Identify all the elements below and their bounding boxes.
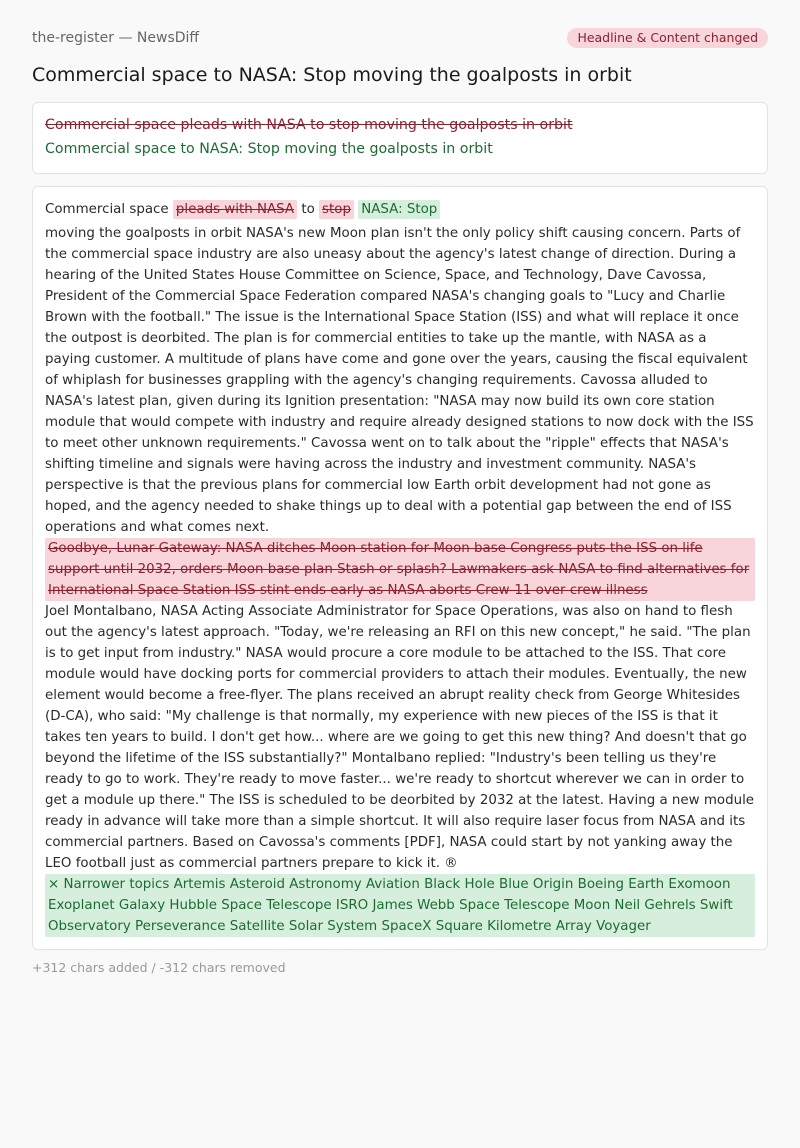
source-label: the-register — NewsDiff [32, 30, 200, 46]
removed-block: Goodbye, Lunar Gateway: NASA ditches Moon station for Moon base Congress puts the ISS on life support until 2032, orders Moon base plan Stash or splash? Lawmakers ask NASA to find alternatives for International Space Station ISS stint ends early as NASA aborts Crew-11 over crew illness [45, 538, 755, 601]
diff-stats: +312 chars added / -312 chars removed [32, 960, 286, 975]
headline-diff-card [32, 102, 768, 174]
content-diff-card [32, 186, 768, 950]
added-text: NASA: Stop [358, 200, 440, 219]
unchanged-text: Commercial space [45, 202, 169, 217]
status-badge: Headline & Content changed [567, 28, 768, 48]
unchanged-paragraph: Joel Montalbano, NASA Acting Associate Administrator for Space Operations, was also on hand to flesh out the agency's latest approach. "Today, we're releasing an RFI on this new concept," he said. "The plan is to get input from industry." NASA would procure a core module to be attached to the ISS. That core module would have docking ports for commercial providers to attach their modules. Eventually, the new element would become a free-flyer. The plans received an abrupt reality check from George Whitesides (D-CA), who said: "My challenge is that normally, my experience with new pieces of the ISS is that it takes ten years to build. I don't get how... where are we going to get this new thing? And doesn't that go beyond the lifetime of the ISS substantially?" Montalbano replied: "Industry's been telling us they're ready to go to work. They're ready to move faster... we're ready to shortcut wherever we can in order to get a module up there." The ISS is scheduled to be deorbited by 2032 at the latest. Having a new module ready in advance will take more than a simple shortcut. It will also require laser focus from NASA and its commercial partners. Based on Cavossa's comments [PDF], NASA could start by not yanking away the LEO football just as commercial partners prepare to kick it. ® [45, 604, 755, 871]
removed-text: stop [319, 200, 354, 219]
unchanged-paragraph: moving the goalposts in orbit NASA's new Moon plan isn't the only policy shift causing concern. Parts of the commercial space industry are also uneasy about the agency's latest change of direction. During a hearing of the United States House Committee on Science, Space, and Technology, Dave Cavossa, President of the Commercial Space Federation compared NASA's changing goals to "Lucy and Charlie Brown with the football." The issue is the International Space Station (ISS) and what will replace it once the outpost is deorbited. The plan is for commercial entities to take up the mantle, with NASA as a paying customer. A multitude of plans have come and gone over the years, causing the fiscal equivalent of whiplash for businesses grappling with the agency's changing requirements. Cavossa alluded to NASA's latest plan, given during its Ignition presentation: "NASA may now build its own core station module that would compete with industry and require already designed stations to now dock with the ISS to meet other unknown requirements." Cavossa went on to talk about the "ripple" effects that NASA's shifting timeline and signals were having across the industry and investment community. NASA's perspective is that the previous plans for commercial low Earth orbit development had not gone as hoped, and the agency needed to shake things up to deal with a potential gap between the end of ISS operations and what comes next. [45, 226, 754, 535]
added-headline: Commercial space to NASA: Stop moving the goalposts in orbit [45, 141, 493, 157]
unchanged-text: to [301, 202, 315, 217]
removed-headline: Commercial space pleads with NASA to stop moving the goalposts in orbit [45, 117, 573, 133]
top-bar [32, 24, 768, 52]
removed-text: pleads with NASA [173, 200, 297, 219]
page-title: Commercial space to NASA: Stop moving the goalposts in orbit [32, 64, 632, 86]
added-block: × Narrower topics Artemis Asteroid Astronomy Aviation Black Hole Blue Origin Boeing Earth Exomoon Exoplanet Galaxy Hubble Space Telescope ISRO James Webb Space Telescope Moon Neil Gehrels Swift Observatory Perseverance Satellite Solar System SpaceX Square Kilometre Array Voyager [45, 874, 755, 937]
intro-diff-line [45, 197, 755, 223]
